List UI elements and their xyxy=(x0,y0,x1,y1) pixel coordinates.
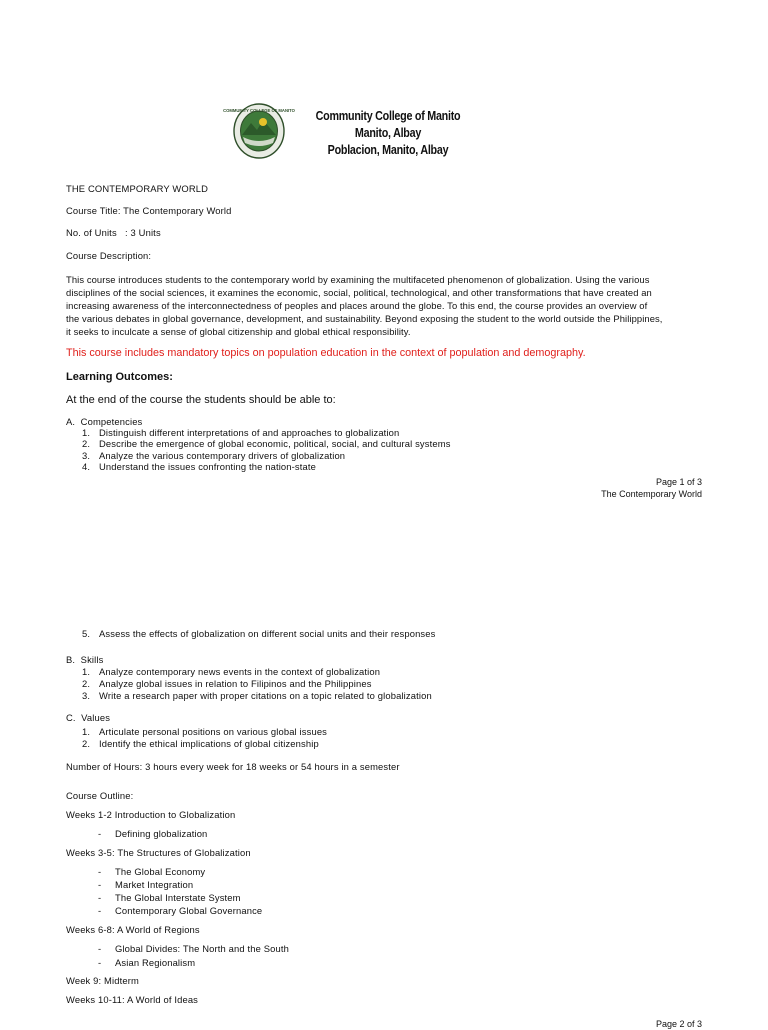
college-header xyxy=(302,108,474,159)
skill-item: 3. Write a research paper with proper citations on a topic related to globalization xyxy=(82,690,432,701)
week-heading: Weeks 10-11: A World of Ideas xyxy=(66,994,199,1005)
outline-topic: - Market Integration xyxy=(98,879,194,890)
skills-label: B. Skills xyxy=(66,654,104,665)
course-units: No. of Units : 3 Units xyxy=(66,227,161,238)
competencies-label: A. Competencies xyxy=(66,416,143,427)
value-item: 1. Articulate personal positions on various global issues xyxy=(82,726,328,737)
college-town: Manito, Albay xyxy=(354,126,422,140)
page-number: Page 1 of 3 xyxy=(655,477,702,487)
description-line: the various debates in global governance, development, and sustainability. Beyond exposing the student to the world outside the Philippines, xyxy=(66,313,663,324)
college-seal-logo xyxy=(223,103,295,159)
outcomes-intro: At the end of the course the students should be able to: xyxy=(66,394,336,406)
population-education-note: This course includes mandatory topics on population education in the context of population and demography. xyxy=(66,347,586,359)
competency-item: 3. Analyze the various contemporary drivers of globalization xyxy=(82,450,346,461)
seal-lettering: COMMUNITY COLLEGE OF MANITO xyxy=(223,108,295,113)
competency-item: 1. Distinguish different interpretations of and approaches to globalization xyxy=(82,427,400,438)
description-line: This course introduces students to the contemporary world by examining the multifaceted phenomenon of globalization. Using the various xyxy=(66,274,650,285)
course-heading: THE CONTEMPORARY WORLD xyxy=(66,183,209,194)
week-heading: Weeks 1-2 Introduction to Globalization xyxy=(66,809,236,820)
outline-topic: - Asian Regionalism xyxy=(98,957,196,968)
competency-item: 5. Assess the effects of globalization on different social units and their responses xyxy=(82,628,436,639)
number-of-hours: Number of Hours: 3 hours every week for 18 weeks or 54 hours in a semester xyxy=(66,761,400,772)
week-heading: Week 9: Midterm xyxy=(66,975,139,986)
competency-item: 2. Describe the emergence of global economic, political, social, and cultural systems xyxy=(82,438,451,449)
skill-item: 2. Analyze global issues in relation to Filipinos and the Philippines xyxy=(82,678,372,689)
skill-item: 1. Analyze contemporary news events in the context of globalization xyxy=(82,666,381,677)
outline-topic: - Defining globalization xyxy=(98,828,208,839)
college-name: Community College of Manito xyxy=(315,109,461,123)
course-title: Course Title: The Contemporary World xyxy=(66,205,232,216)
values-label: C. Values xyxy=(66,712,111,723)
outline-topic: - Global Divides: The North and the South xyxy=(98,943,290,954)
page-number: Page 2 of 3 xyxy=(655,1019,702,1029)
week-heading: Weeks 3-5: The Structures of Globalization xyxy=(66,847,251,858)
page-footer xyxy=(601,476,702,500)
description-line: increasing awareness of the interconnectedness of peoples and places around the globe. To this end, the course provides an overview of xyxy=(66,300,648,311)
outline-topic: - The Global Economy xyxy=(98,866,206,877)
learning-outcomes-heading: Learning Outcomes: xyxy=(66,371,173,383)
outline-topic: - The Global Interstate System xyxy=(98,892,241,903)
course-description xyxy=(66,273,706,338)
week-heading: Weeks 6-8: A World of Regions xyxy=(66,924,200,935)
description-line: it seeks to inculcate a sense of global citizenship and global ethical responsibility. xyxy=(66,326,411,337)
course-description-label: Course Description: xyxy=(66,250,152,261)
competency-item: 4. Understand the issues confronting the nation-state xyxy=(82,461,317,472)
outline-topic: - Contemporary Global Governance xyxy=(98,905,263,916)
description-line: disciplines of the social sciences, it examines the economic, social, political, technological, and other transformations that have created an xyxy=(66,287,652,298)
footer-title: The Contemporary World xyxy=(601,489,702,499)
college-address: Poblacion, Manito, Albay xyxy=(327,143,449,157)
course-outline-label: Course Outline: xyxy=(66,790,134,801)
value-item: 2. Identify the ethical implications of global citizenship xyxy=(82,738,319,749)
